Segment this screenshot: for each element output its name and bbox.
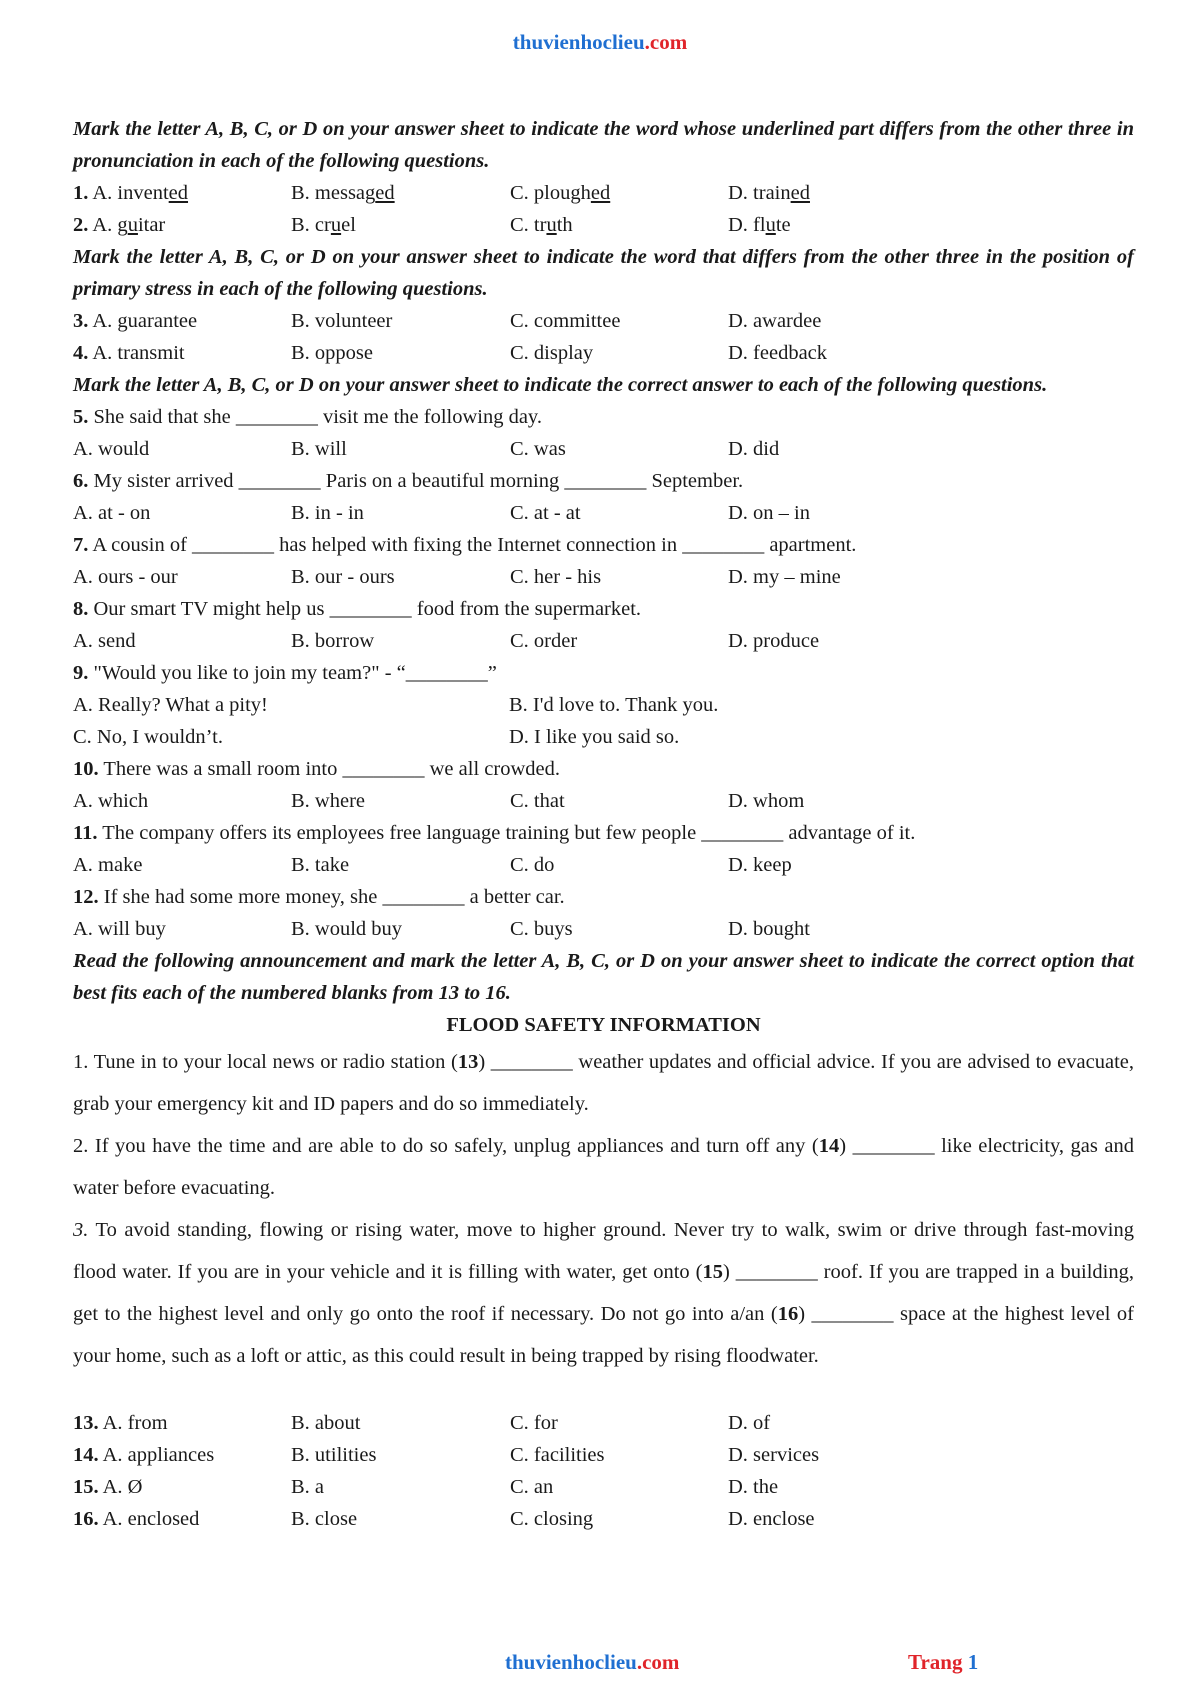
q13-option-a: 13. A. from	[73, 1412, 168, 1434]
question-8-options	[73, 625, 1134, 657]
q5-option-c: C. was	[510, 438, 566, 460]
q15-option-a: 15. A. Ø	[73, 1476, 143, 1498]
instruction-pronunciation: Mark the letter A, B, C, or D on your answer sheet to indicate the word whose underlined part differs from the other three in pronunciation in each of the following questions.	[73, 118, 1134, 172]
q4-option-c: C. display	[510, 342, 594, 364]
q5-option-b: B. will	[291, 438, 347, 460]
q2-option-c: C. truth	[510, 214, 573, 236]
passage-paragraph-3: 3. To avoid standing, flowing or rising water, move to higher ground. Never try to walk, swim or drive through fast-moving flood water. If you are in your vehicle and it is filling with water, get onto (15) ________ roof. If you are trapped in a building, get to the highest level and only go onto the roof if necessary. Do not go into a/an (16) ________ space at the highest level of your home, such as a loft or attic, as this could result in being trapped by rising floodwater.	[73, 1219, 1134, 1367]
q15-option-d: D. the	[728, 1476, 779, 1498]
q5-option-a: A. would	[73, 438, 150, 460]
question-15	[73, 1471, 1134, 1503]
q10-option-a: A. which	[73, 790, 149, 812]
question-5-stem: 5. She said that she ________ visit me the following day.	[73, 406, 542, 428]
q11-option-b: B. take	[291, 854, 350, 876]
q12-option-a: A. will buy	[73, 918, 166, 940]
q13-option-b: B. about	[291, 1412, 361, 1434]
q7-option-a: A. ours - our	[73, 566, 178, 588]
q14-option-b: B. utilities	[291, 1444, 377, 1466]
question-16	[73, 1503, 1134, 1535]
question-12-options	[73, 913, 1134, 945]
question-6-stem: 6. My sister arrived ________ Paris on a beautiful morning ________ September.	[73, 470, 744, 492]
q4-option-b: B. oppose	[291, 342, 373, 364]
q10-option-b: B. where	[291, 790, 366, 812]
question-13	[73, 1407, 1134, 1439]
question-11-stem: 11. The company offers its employees free language training but few people ________ advantage of it.	[73, 822, 916, 844]
footer-site-link[interactable]: thuvienhoclieu.com	[505, 1650, 680, 1674]
q11-option-d: D. keep	[728, 854, 792, 876]
q9-option-b: B. I'd love to. Thank you.	[509, 694, 719, 716]
q16-option-b: B. close	[291, 1508, 358, 1530]
q3-option-d: D. awardee	[728, 310, 822, 332]
q12-option-d: D. bought	[728, 918, 810, 940]
q6-option-b: B. in - in	[291, 502, 364, 524]
q7-option-c: C. her - his	[510, 566, 602, 588]
question-10-options	[73, 785, 1134, 817]
question-2	[73, 209, 1134, 241]
spacer	[73, 1377, 1134, 1407]
q1-option-c: C. ploughed	[510, 182, 611, 204]
q1-option-d: D. trained	[728, 182, 810, 204]
q14-option-c: C. facilities	[510, 1444, 605, 1466]
instruction-reading: Read the following announcement and mark the letter A, B, C, or D on your answer sheet to indicate the correct option that best fits each of the numbered blanks from 13 to 16.	[73, 950, 1134, 1004]
question-14	[73, 1439, 1134, 1471]
question-7-stem: 7. A cousin of ________ has helped with fixing the Internet connection in ________ apartment.	[73, 534, 857, 556]
question-1	[73, 177, 1134, 209]
question-4	[73, 337, 1134, 369]
q7-option-b: B. our - ours	[291, 566, 395, 588]
q8-option-b: B. borrow	[291, 630, 375, 652]
q11-option-a: A. make	[73, 854, 143, 876]
q2-option-a: 2. A. guitar	[73, 214, 166, 236]
q5-option-d: D. did	[728, 438, 780, 460]
q14-option-d: D. services	[728, 1444, 820, 1466]
q16-option-d: D. enclose	[728, 1508, 815, 1530]
question-6-options	[73, 497, 1134, 529]
q3-option-c: C. committee	[510, 310, 621, 332]
q11-option-c: C. do	[510, 854, 555, 876]
passage-paragraph-2: 2. If you have the time and are able to do so safely, unplug appliances and turn off any (14) ________ like electricity, gas and water before evacuating.	[73, 1135, 1134, 1199]
q2-option-d: D. flute	[728, 214, 791, 236]
q12-option-b: B. would buy	[291, 918, 403, 940]
question-9-options-row1	[73, 689, 1134, 721]
q10-option-c: C. that	[510, 790, 565, 812]
q8-option-c: C. order	[510, 630, 578, 652]
question-12-stem: 12. If she had some more money, she ________ a better car.	[73, 886, 565, 908]
question-10-stem: 10. There was a small room into ________ we all crowded.	[73, 758, 560, 780]
q12-option-c: C. buys	[510, 918, 573, 940]
q6-option-a: A. at - on	[73, 502, 151, 524]
question-8-stem: 8. Our smart TV might help us ________ food from the supermarket.	[73, 598, 642, 620]
q16-option-a: 16. A. enclosed	[73, 1508, 200, 1530]
instruction-correct-answer: Mark the letter A, B, C, or D on your answer sheet to indicate the correct answer to each of the following questions.	[73, 374, 1048, 396]
question-9-stem: 9. "Would you like to join my team?" - “________”	[73, 662, 497, 684]
q2-option-b: B. cruel	[291, 214, 356, 236]
q15-option-c: C. an	[510, 1476, 554, 1498]
q13-option-c: C. for	[510, 1412, 558, 1434]
question-9-options-row2	[73, 721, 1134, 753]
instruction-stress: Mark the letter A, B, C, or D on your answer sheet to indicate the word that differs from the other three in the position of primary stress in each of the following questions.	[73, 246, 1134, 300]
q9-option-a: A. Really? What a pity!	[73, 694, 268, 716]
site-footer	[0, 1650, 1200, 1680]
q3-option-b: B. volunteer	[291, 310, 393, 332]
passage-paragraph-1: 1. Tune in to your local news or radio station (13) ________ weather updates and official advice. If you are advised to evacuate, grab your emergency kit and ID papers and do so immediately.	[73, 1051, 1135, 1115]
passage-title: FLOOD SAFETY INFORMATION	[446, 1014, 761, 1036]
q6-option-c: C. at - at	[510, 502, 581, 524]
q8-option-a: A. send	[73, 630, 136, 652]
q9-option-c: C. No, I wouldn’t.	[73, 726, 223, 748]
q3-option-a: 3. A. guarantee	[73, 310, 198, 332]
q8-option-d: D. produce	[728, 630, 820, 652]
q4-option-d: D. feedback	[728, 342, 828, 364]
q10-option-d: D. whom	[728, 790, 805, 812]
page-number: Trang 1	[908, 1650, 979, 1674]
header-site-name: thuvienhoclieu	[512, 30, 645, 54]
site-header	[0, 30, 1200, 55]
q7-option-d: D. my – mine	[728, 566, 841, 588]
q14-option-a: 14. A. appliances	[73, 1444, 215, 1466]
exam-page	[73, 113, 1134, 1535]
question-7-options	[73, 561, 1134, 593]
question-3	[73, 305, 1134, 337]
q13-option-d: D. of	[728, 1412, 771, 1434]
q4-option-a: 4. A. transmit	[73, 342, 185, 364]
q1-option-a: 1. A. invented	[73, 182, 189, 204]
q16-option-c: C. closing	[510, 1508, 594, 1530]
question-5-options	[73, 433, 1134, 465]
q6-option-d: D. on – in	[728, 502, 810, 524]
question-11-options	[73, 849, 1134, 881]
q9-option-d: D. I like you said so.	[509, 726, 680, 748]
q1-option-b: B. messaged	[291, 182, 395, 204]
header-site-domain: .com	[644, 30, 688, 54]
q15-option-b: B. a	[291, 1476, 325, 1498]
passage-body	[73, 1041, 1134, 1377]
